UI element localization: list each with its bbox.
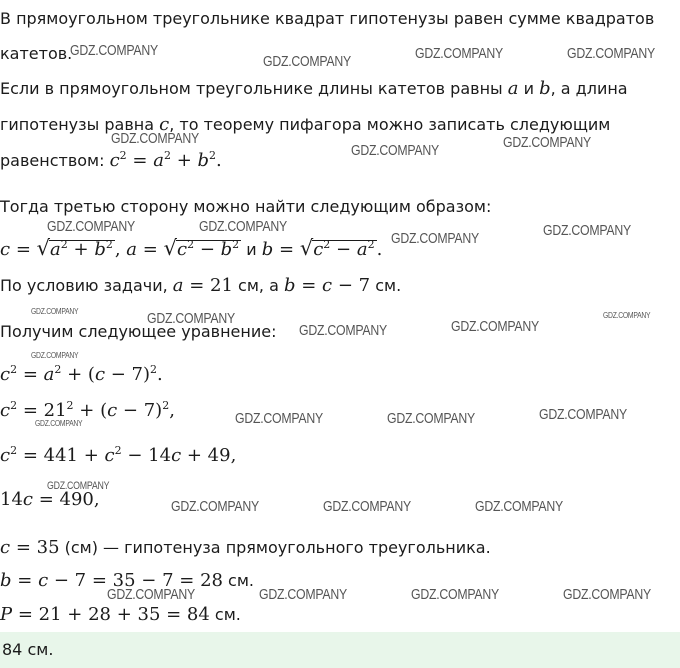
line-5: равенством: $c^2 = a^2 + b^2$.: [0, 149, 222, 171]
watermark: GDZ.COMPANY: [47, 480, 110, 492]
watermark: GDZ.COMPANY: [263, 53, 351, 70]
watermark: GDZ.COMPANY: [171, 498, 259, 515]
watermark: GDZ.COMPANY: [147, 310, 235, 327]
watermark: GDZ.COMPANY: [31, 307, 79, 316]
line-1: [0, 8, 680, 30]
root-formulas: $c = √a^2 + b^2$ , $a = √c^2 - b^2$: [0, 236, 240, 260]
watermark: GDZ.COMPANY: [391, 230, 479, 247]
watermark: GDZ.COMPANY: [543, 222, 631, 239]
watermark: GDZ.COMPANY: [235, 410, 323, 427]
watermark: GDZ.COMPANY: [323, 498, 411, 515]
watermark: GDZ.COMPANY: [411, 586, 499, 603]
answer-box: [0, 632, 680, 668]
math-c: c: [159, 114, 170, 135]
equation-3: $c^2 = 441 + c^2 - 14c + 49$,: [0, 444, 237, 466]
watermark: GDZ.COMPANY: [199, 218, 287, 235]
watermark: GDZ.COMPANY: [415, 45, 503, 62]
watermark: GDZ.COMPANY: [451, 318, 539, 335]
watermark: GDZ.COMPANY: [567, 45, 655, 62]
watermark: GDZ.COMPANY: [259, 586, 347, 603]
watermark: GDZ.COMPANY: [111, 130, 199, 147]
math-b: b: [539, 78, 551, 99]
math-a: a: [507, 78, 519, 99]
line-3: Если в прямоугольном треугольнике длины катетов равны a и b, а длина: [0, 78, 628, 99]
watermark: GDZ.COMPANY: [503, 134, 591, 151]
watermark: GDZ.COMPANY: [299, 322, 387, 339]
equation-4: 14c = 490,: [0, 489, 100, 510]
line-4: гипотенузы равна c, то теорему пифагора можно записать следующим: [0, 114, 611, 135]
equation-1: $c^2 = a^2 + (c - 7)^2$.: [0, 363, 163, 385]
watermark: GDZ.COMPANY: [603, 311, 651, 320]
watermark: GDZ.COMPANY: [387, 410, 475, 427]
watermark: GDZ.COMPANY: [35, 419, 83, 428]
watermark: GDZ.COMPANY: [563, 586, 651, 603]
line-17: P = 21 + 28 + 35 = 84 см.: [0, 604, 241, 625]
line-7: $c = √a^2 + b^2$ , $a = √c^2 - b^2$ и $b = √c^2 - a^2$ .: [0, 236, 383, 260]
watermark: GDZ.COMPANY: [107, 586, 195, 603]
pythagoras-formula: $c^2 = a^2 + b^2$.: [109, 149, 222, 171]
line-15: c = 35 (см) — гипотенуза прямоугольного треугольника.: [0, 537, 491, 558]
line-16: b = c − 7 = 35 − 7 = 28 см.: [0, 570, 255, 591]
statement-text: В прямоугольном треугольнике квадрат гипотенузы равен сумме квадратов: [0, 9, 655, 28]
line-6: Тогда третью сторону можно найти следующим образом:: [0, 197, 492, 216]
line-9: Получим следующее уравнение:: [0, 322, 277, 341]
watermark: GDZ.COMPANY: [47, 218, 135, 235]
watermark: GDZ.COMPANY: [351, 142, 439, 159]
watermark: GDZ.COMPANY: [539, 406, 627, 423]
answer-text: 84 см.: [2, 640, 54, 659]
statement-text: катетов.: [0, 44, 73, 63]
watermark: GDZ.COMPANY: [31, 351, 79, 360]
line-8: По условию задачи, a = 21 см, а b = c − 7 см.: [0, 275, 402, 296]
watermark: GDZ.COMPANY: [475, 498, 563, 515]
equation-2: $c^2 = 21^2 + (c - 7)^2$,: [0, 399, 175, 421]
watermark: GDZ.COMPANY: [70, 42, 158, 59]
